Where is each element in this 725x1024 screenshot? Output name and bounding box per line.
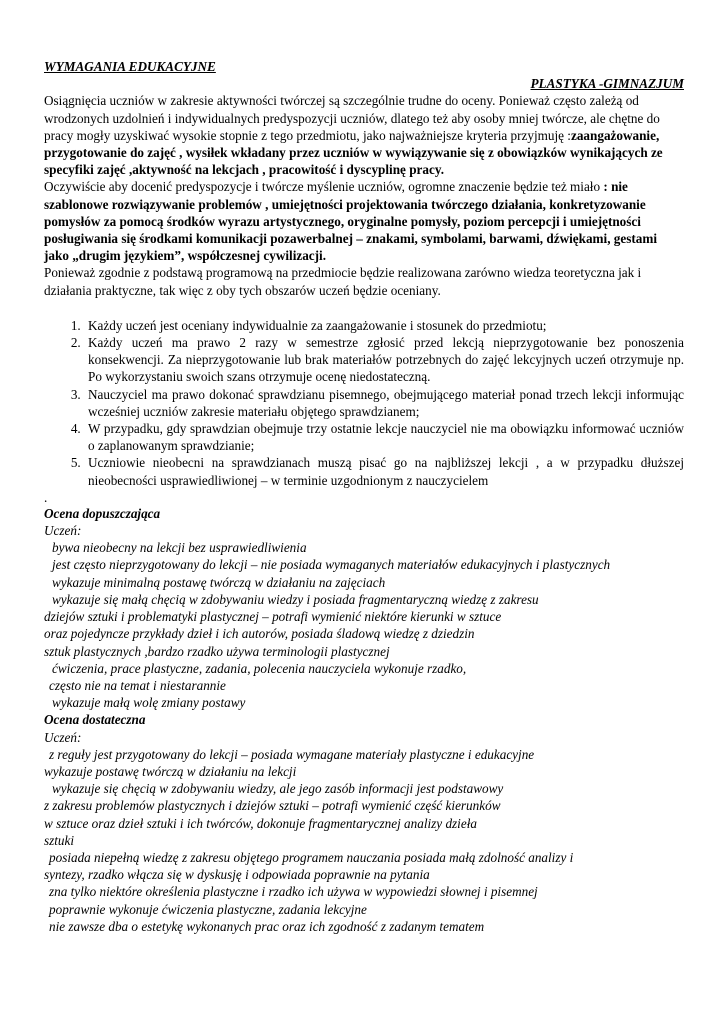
intro-paragraph-1 [44, 92, 684, 178]
grade-line: wykazuje małą wolę zmiany postawy [52, 695, 246, 711]
separator-dot: . [44, 489, 48, 505]
grade-line: w sztuce oraz dzieł sztuki i ich twórców, dokonuje fragmentarycznej analizy dzieła [44, 815, 477, 831]
grade-dostateczna-title: Ocena dostateczna [44, 712, 146, 728]
intro-paragraph-2 [44, 178, 684, 264]
grade-line: z zakresu problemów plastycznych i dziejów sztuki – potrafi wymienić część kierunków [44, 798, 501, 814]
intro-p1-text: Osiągnięcia uczniów w zakresie aktywności twórczej są szczególnie trudne do oceny. Ponieważ często zależą od wrodzonych uzdolnień i indywidualnych predyspozycji uczniów, dlatego też aby osoby mniej twórcze, ale chętne do pracy mogły uzyskiwać wysokie stopnie z tego przedmiotu, jako najważniejsze kryteria przyjmuję : [44, 93, 660, 143]
grade-line: dziejów sztuki i problematyki plastycznej – potrafi wymienić niektóre kierunki w sztuce [44, 609, 502, 625]
rule-item: 1. Każdy uczeń jest oceniany indywidualnie za zaangażowanie i stosunek do przedmiotu; [84, 317, 684, 334]
grade-line: poprawnie wykonuje ćwiczenia plastyczne, zadania lekcyjne [49, 901, 367, 917]
grade-line: wykazuje się chęcią w zdobywaniu wiedzy, ale jego zasób informacji jest podstawowy [52, 781, 504, 797]
grade-line: wykazuje postawę twórczą w działaniu na lekcji [44, 763, 297, 779]
grade-dopuszczajaca-student: Uczeń: [44, 523, 82, 539]
intro-p2-text: Oczywiście aby docenić predyspozycje i twórcze myślenie uczniów, ogromne znaczenie będzie też miało [44, 179, 604, 195]
grade-line: z reguły jest przygotowany do lekcji – posiada wymagane materiały plastyczne i edukacyjne [49, 746, 535, 762]
grade-line: sztuk plastycznych ,bardzo rzadko używa terminologii plastycznej [44, 643, 390, 659]
grade-dostateczna-student: Uczeń: [44, 729, 82, 745]
intro-paragraph-3: Ponieważ zgodnie z podstawą programową na przedmiocie będzie realizowana zarówno wiedza teoretyczna jak i działania praktyczne, tak więc z oby tych obszarów uczeń będzie oceniany. [44, 265, 642, 298]
grade-line: posiada niepełną wiedzę z zakresu objętego programem nauczania posiada małą zdolność analizy i [49, 849, 574, 865]
rule-item: 2. Każdy uczeń ma prawo 2 razy w semestrze zgłosić przed lekcją nieprzygotowanie bez ponoszenia konsekwencji. Za nieprzygotowanie lub brak materiałów potrzebnych do zajęć lekcyjnych uczeń otrzymuje np. Po wykorzystaniu swoich szans otrzymuje ocenę niedostateczną. [84, 334, 684, 386]
grade-line: zna tylko niektóre określenia plastyczne i rzadko ich używa w wypowiedzi słownej i pisemnej [49, 884, 538, 900]
grade-line: oraz pojedyncze przykłady dzieł i ich autorów, posiada śladową wiedzę z dziedzin [44, 626, 475, 642]
grade-line: nie zawsze dba o estetykę wykonanych prac oraz ich zgodność z zadanym tematem [49, 918, 485, 934]
grade-line: wykazuje minimalną postawę twórczą w działaniu na zajęciach [52, 574, 386, 590]
grade-line: ćwiczenia, prace plastyczne, zadania, polecenia nauczyciela wykonuje rzadko, [52, 660, 467, 676]
document-page [44, 58, 684, 935]
rules-list [44, 317, 684, 489]
rule-item: 4. W przypadku, gdy sprawdzian obejmuje trzy ostatnie lekcje nauczyciel nie ma obowiązku informować uczniów o zaplanowanym sprawdzianie; [84, 420, 684, 454]
intro-p1-criteria: zaangażowanie, przygotowanie do zajęć , wysiłek wkładany przez uczniów w wywiązywanie się z obowiązków wynikających ze specyfiki zajęć ,aktywność na lekcjach , pracowitość i dyscyplinę pracy. [44, 127, 663, 178]
rule-item: 3. Nauczyciel ma prawo dokonać sprawdzianu pisemnego, obejmującego materiał ponad trzech lekcji informując wcześniej uczniów zakresie materiału objętego sprawdzianem; [84, 386, 684, 420]
grade-line: często nie na temat i niestarannie [49, 677, 226, 693]
grade-line: wykazuje się małą chęcią w zdobywaniu wiedzy i posiada fragmentaryczną wiedzę z zakresu [52, 591, 539, 607]
grade-line: sztuki [44, 832, 75, 848]
intro-p2-skills: : nie szablonowe rozwiązywanie problemów , umiejętności projektowania twórczego działania, konkretyzowanie pomysłów za pomocą środków wyrazu artystycznego, oryginalne pomysły, poziom percepcji i umiejętności posługiwania się środkami komunikacji pozawerbalnej – znakami, symbolami, barwami, dźwiękami, gestami jako „drugim językiem”, współczesnej cywilizacji. [44, 179, 658, 264]
grade-dopuszczajaca-title: Ocena dopuszczająca [44, 505, 161, 521]
document-title: WYMAGANIA EDUKACYJNE [44, 59, 216, 74]
grade-line: jest często nieprzygotowany do lekcji – nie posiada wymaganych materiałów edukacyjnych i plastycznych [52, 557, 611, 573]
rule-item: 5. Uczniowie nieobecni na sprawdzianach muszą pisać go na najbliższej lekcji , a w przypadku dłuższej nieobecności usprawiedliwionej – w terminie uzgodnionym z nauczycielem [84, 454, 684, 488]
grade-line: bywa nieobecny na lekcji bez usprawiedliwienia [52, 540, 307, 556]
grade-line: syntezy, rzadko włącza się w dyskusję i odpowiada poprawnie na pytania [44, 867, 430, 883]
document-subtitle: PLASTYKA -GIMNAZJUM [530, 76, 684, 92]
